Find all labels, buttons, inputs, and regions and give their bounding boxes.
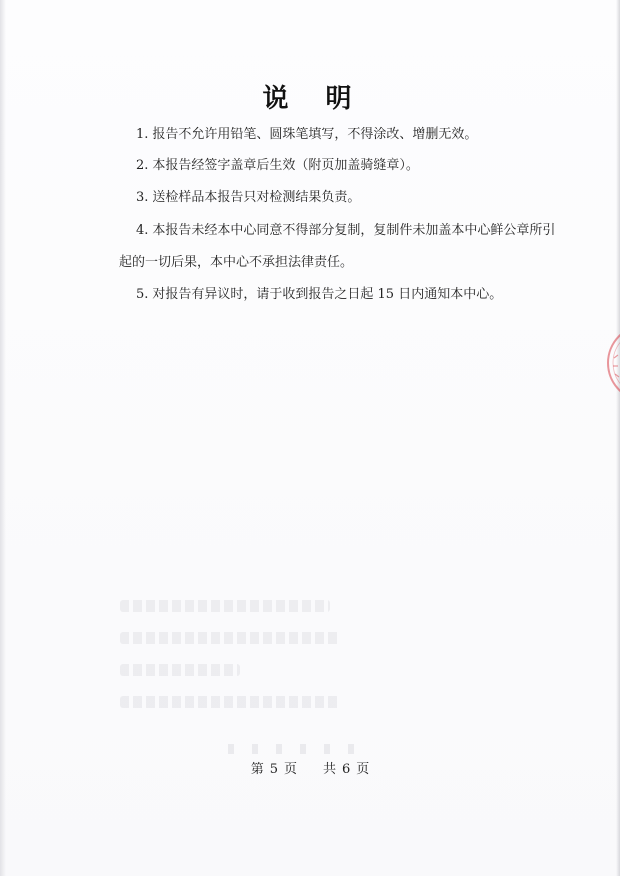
total-pages: 6 [342, 762, 351, 777]
note-number: 2. [136, 158, 149, 173]
note-item-3 [136, 190, 360, 206]
bleed-through-line [120, 664, 240, 676]
note-item-4-continuation: 起的一切后果，本中心不承担法律责任。 [119, 255, 354, 270]
page-footer [0, 758, 620, 777]
page-prefix: 第 [250, 762, 264, 777]
note-number: 4. [136, 223, 149, 238]
bleed-through-line [120, 632, 340, 644]
note-number: 3. [136, 190, 149, 205]
bleed-through-line [120, 696, 340, 708]
note-text: 对报告有异议时，请于收到报告之日起 15 日内通知本中心。 [152, 287, 503, 302]
page-left-edge [0, 0, 6, 876]
total-unit: 页 [356, 762, 370, 777]
note-item-5 [136, 287, 502, 303]
bleed-through-line [228, 744, 358, 754]
note-text: 送检样品本报告只对检测结果负责。 [152, 190, 361, 205]
note-item-2 [136, 158, 419, 174]
note-text: 本报告未经本中心同意不得部分复制，复制件未加盖本中心鲜公章所引 [152, 223, 556, 238]
page-unit: 页 [283, 762, 297, 777]
total-prefix: 共 [323, 762, 337, 777]
note-item-4 [136, 223, 555, 239]
note-number: 1. [136, 127, 149, 142]
note-item-1 [136, 127, 477, 143]
page-number: 5 [269, 762, 278, 777]
bleed-through-line [120, 600, 330, 612]
note-number: 5. [136, 287, 149, 302]
page-right-edge [616, 0, 620, 876]
note-text: 报告不允许用铅笔、圆珠笔填写，不得涂改、增删无效。 [152, 127, 478, 142]
note-text: 本报告经签字盖章后生效（附页加盖骑缝章）。 [152, 158, 419, 173]
stamp-icon [600, 318, 620, 408]
page-title: 说 明 [262, 84, 366, 114]
